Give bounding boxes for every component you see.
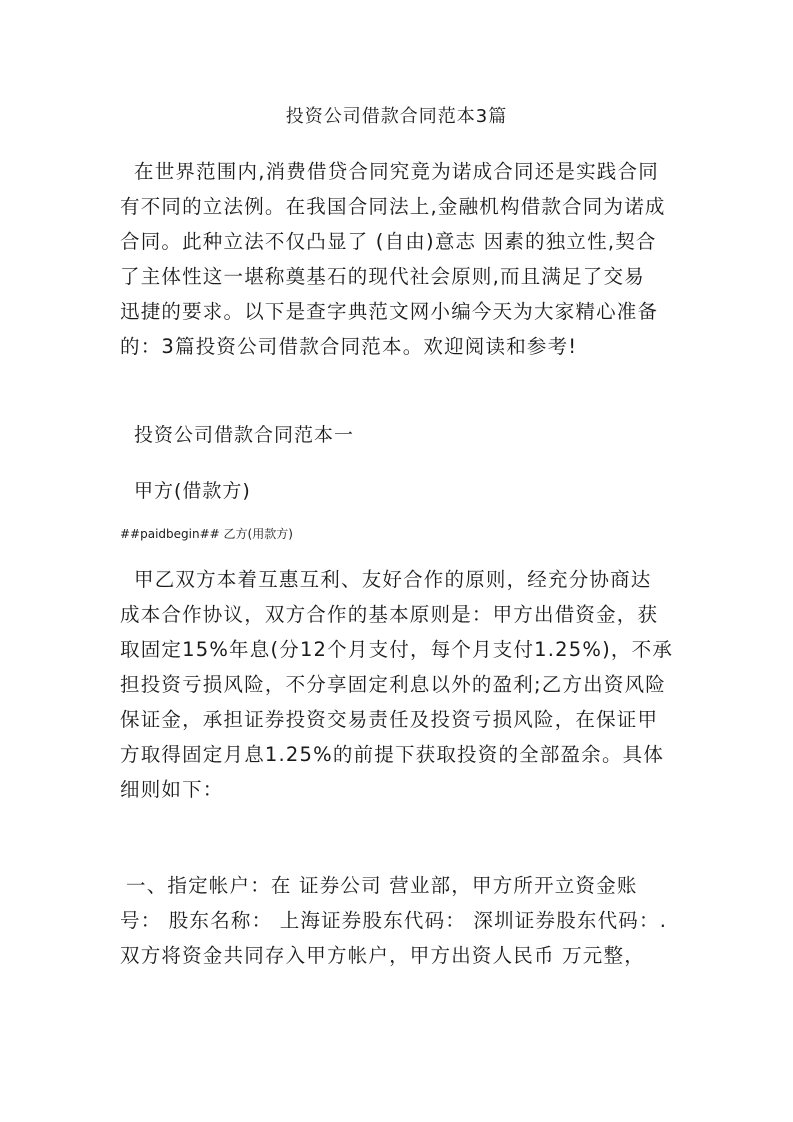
text-line: 细则如下：: [120, 778, 224, 801]
text-line: 取固定15%年息(分12个月支付，每个月支付1.25%)，不承: [120, 638, 674, 661]
text-line: 甲乙双方本着互惠互利、友好合作的原则，经充分协商达: [134, 568, 652, 591]
text-line: 方取得固定月息1.25%的前提下获取投资的全部盈余。具体: [120, 743, 665, 766]
party-b-line: ##paidbegin## 乙方(用款方): [120, 527, 293, 541]
document-title: 投资公司借款合同范本3篇: [285, 106, 508, 127]
text-line: 成本合作协议，双方合作的基本原则是：甲方出借资金，获: [120, 603, 659, 626]
text-line: 一、指定帐户：在 证券公司 营业部，甲方所开立资金账: [126, 874, 638, 897]
text-line: 迅捷的要求。以下是查字典范文网小编今天为大家精心准备: [120, 300, 659, 323]
party-a-line: 甲方(借款方): [134, 480, 251, 502]
text-line: 担投资亏损风险，不分享固定利息以外的盈利;乙方出资风险: [120, 673, 666, 696]
text-line: 有不同的立法例。在我国合同法上,金融机构借款合同为诺成: [120, 195, 666, 218]
text-line: 的：3篇投资公司借款合同范本。欢迎阅读和参考!: [120, 335, 578, 358]
agreement-paragraph: [120, 562, 676, 807]
text-line: 号： 股东名称： 上海证券股东代码： 深圳证券股东代码：.: [120, 909, 668, 932]
text-line: 双方将资金共同存入甲方帐户，甲方出资人民币 万元整，: [120, 944, 645, 967]
clause-paragraph: [120, 868, 676, 973]
text-line: 了主体性这一堪称奠基石的现代社会原则,而且满足了交易: [120, 265, 645, 288]
section-heading: 投资公司借款合同范本一: [134, 424, 355, 446]
intro-paragraph: [120, 154, 676, 364]
text-line: 合同。此种立法不仅凸显了 (自由)意志 因素的独立性,契合: [120, 230, 657, 253]
text-line: 保证金，承担证券投资交易责任及投资亏损风险，在保证甲: [120, 708, 659, 731]
text-line: 在世界范围内,消费借贷合同究竟为诺成合同还是实践合同: [134, 160, 659, 183]
